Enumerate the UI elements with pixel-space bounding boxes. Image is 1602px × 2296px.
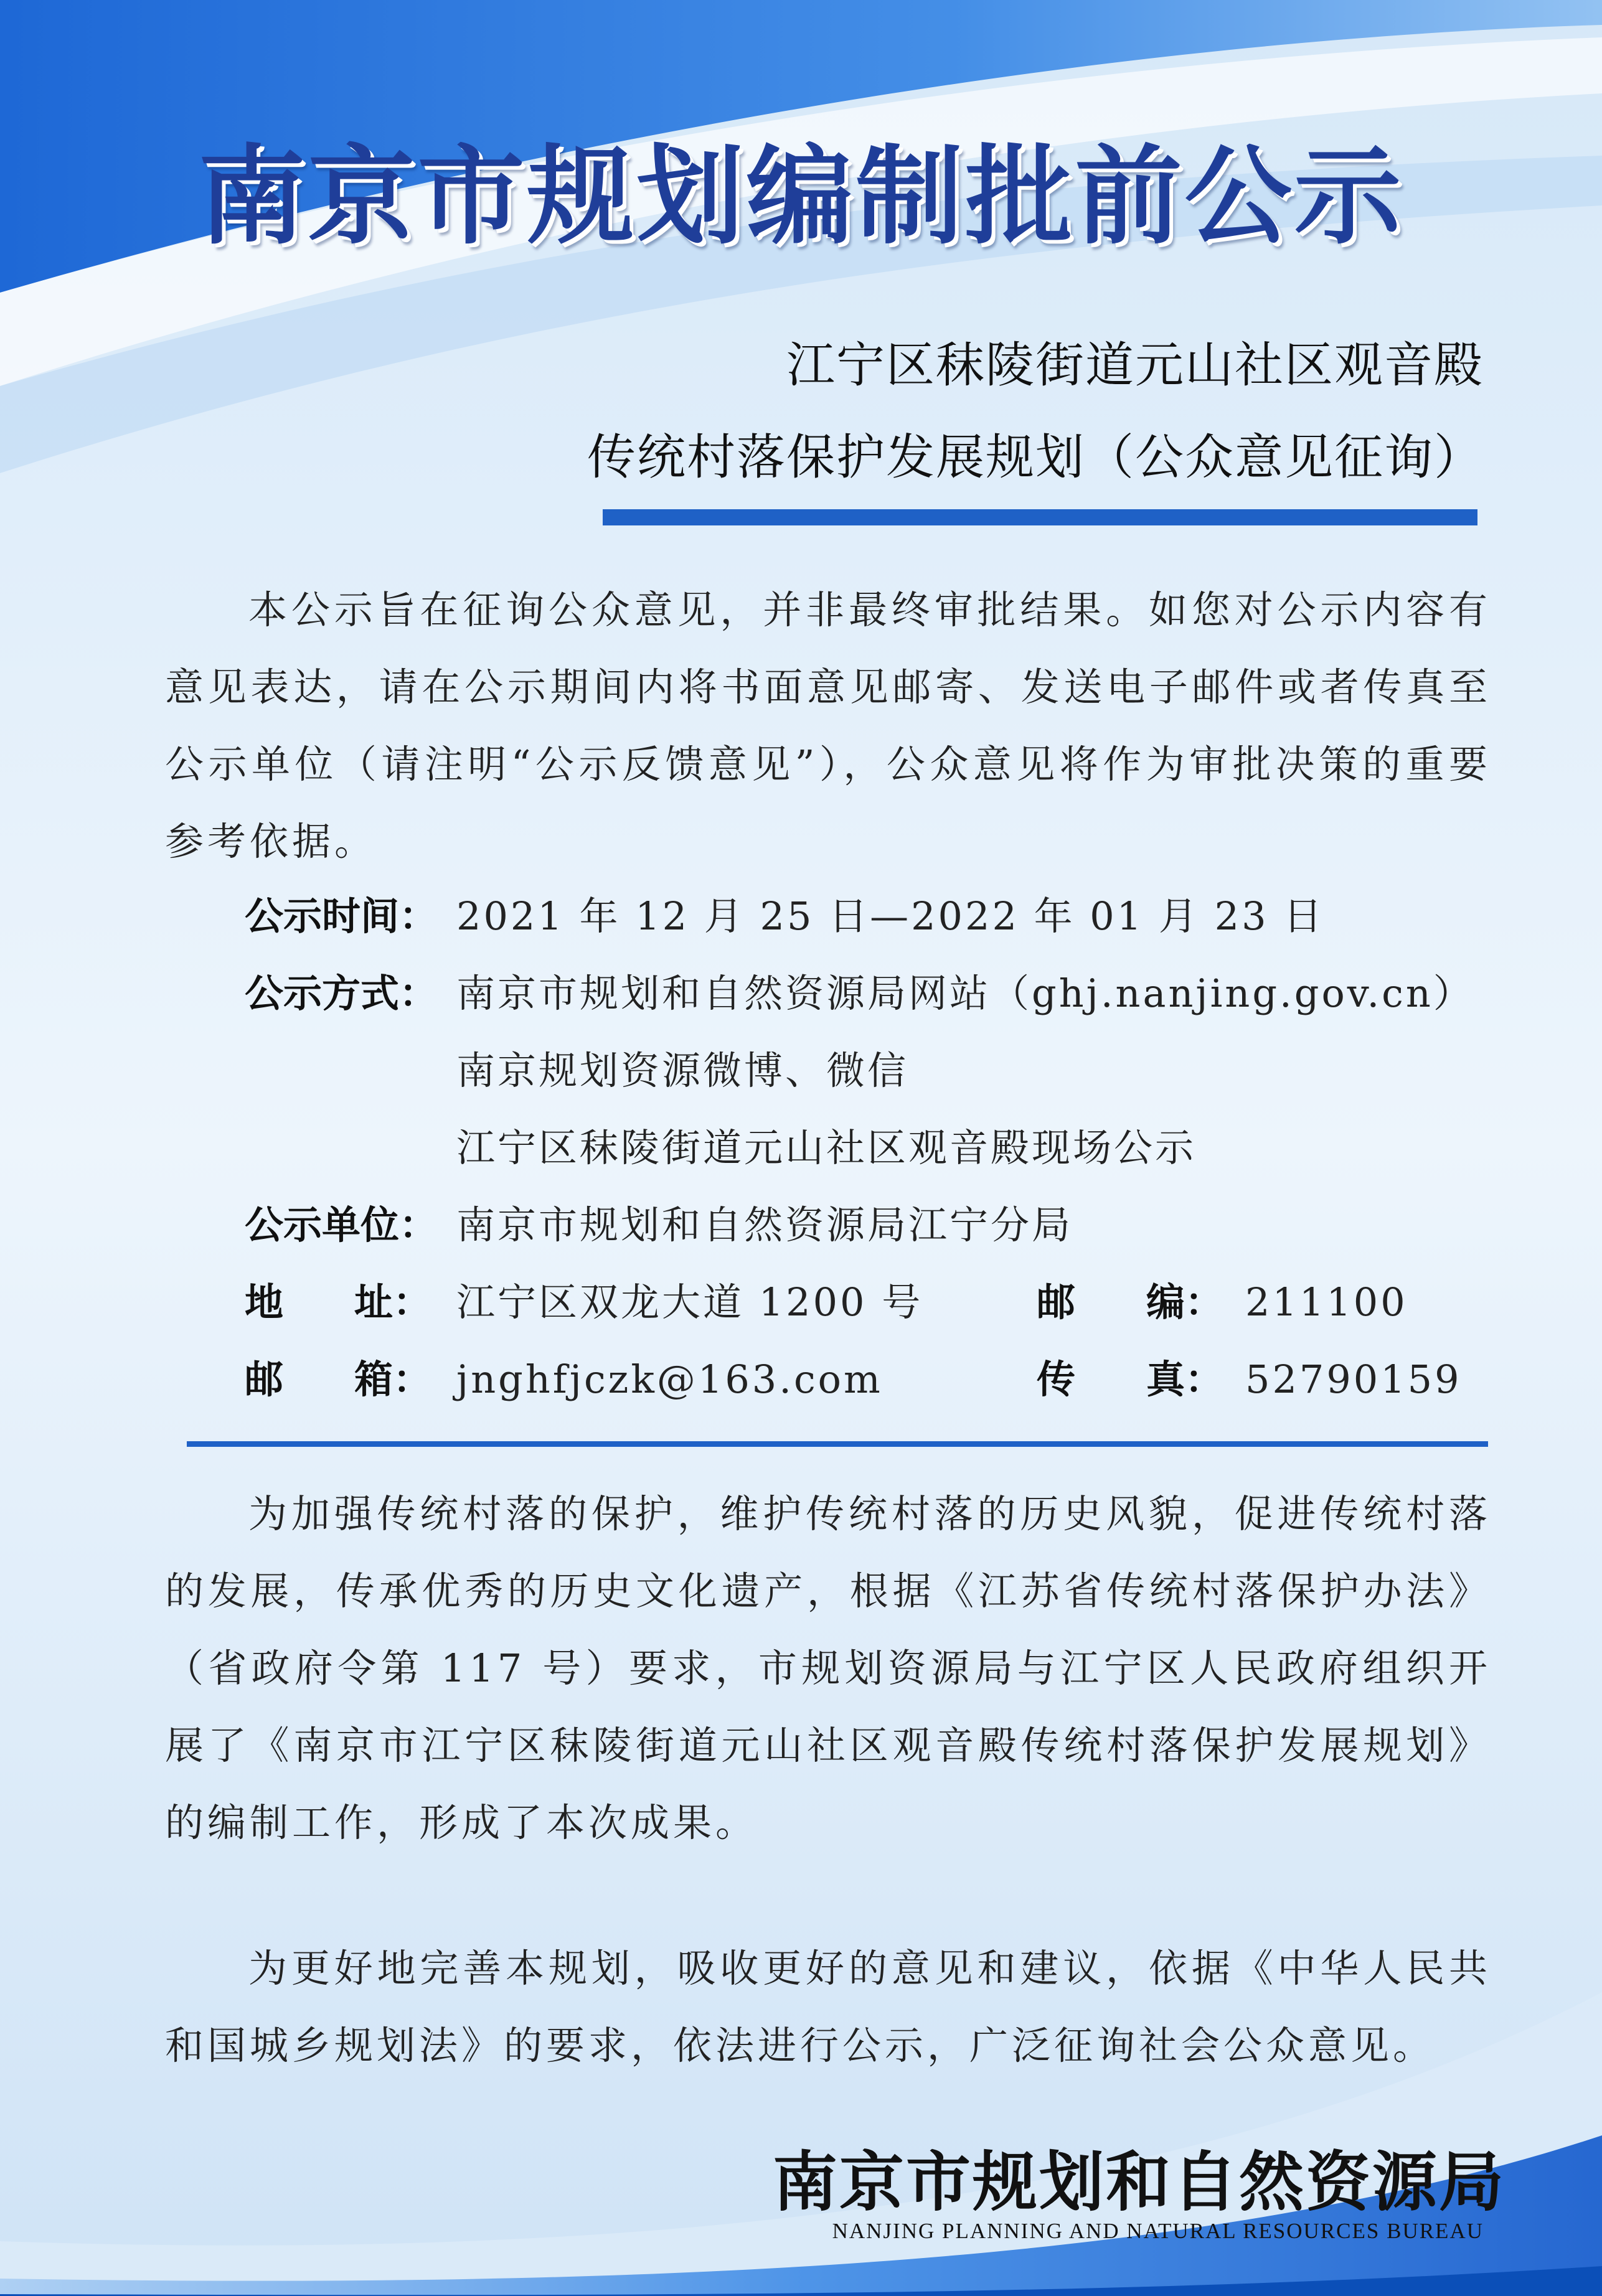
subtitle-underline: [603, 509, 1477, 525]
method-value-weibo: 南京规划资源微博、微信: [456, 1048, 909, 1093]
time-value: 2021 年 12 月 25 日—2022 年 01 月 23 日: [456, 893, 1325, 939]
body-paragraph-2: 为更好地完善本规划，吸收更好的意见和建议，依据《中华人民共和国城乡规划法》的要求，依法进行公示，广泛征询社会公众意见。: [165, 1945, 1491, 2068]
address-value: 江宁区双龙大道 1200 号: [456, 1279, 923, 1325]
address-label: 地 址：: [245, 1279, 431, 1325]
fax-value: 52790159: [1245, 1357, 1462, 1402]
subtitle-line-2: 传统村落保护发展规划（公众意见征询）: [587, 430, 1484, 486]
page-title: 南京市规划编制批前公示: [198, 133, 1404, 259]
postcode-value: 211100: [1245, 1279, 1408, 1325]
unit-value: 南京市规划和自然资源局江宁分局: [456, 1202, 1073, 1248]
postcode-label: 邮 编：: [1037, 1279, 1223, 1325]
organization-name: 南京市规划和自然资源局: [772, 2143, 1505, 2220]
time-label: 公示时间：: [245, 893, 438, 939]
email-value: jnghfjczk@163.com: [456, 1357, 883, 1402]
organization-name-english: NANJING PLANNING AND NATURAL RESOURCES BUREAU: [832, 2219, 1484, 2243]
method-label: 公示方式：: [245, 971, 438, 1016]
section-divider: [187, 1441, 1488, 1447]
body-paragraph-1: 为加强传统村落的保护，维护传统村落的历史风貌，促进传统村落的发展，传承优秀的历史文化遗产，根据《江苏省传统村落保护办法》（省政府令第 117 号）要求，市规划资源局与江宁区人民政府组织开展了《南京市江宁区秣陵街道元山社区观音殿传统村落保护发展规划》的编制工作，形成了本次成果。: [165, 1491, 1491, 1845]
email-label: 邮 箱：: [245, 1357, 431, 1402]
intro-paragraph: 本公示旨在征询公众意见，并非最终审批结果。如您对公示内容有意见表达，请在公示期间内将书面意见邮寄、发送电子邮件或者传真至公示单位（请注明“公示反馈意见”），公众意见将作为审批决策的重要参考依据。: [165, 587, 1491, 864]
fax-label: 传 真：: [1037, 1357, 1223, 1402]
unit-label: 公示单位：: [245, 1202, 438, 1248]
method-value-website: 南京市规划和自然资源局网站（ghj.nanjing.gov.cn）: [456, 971, 1474, 1016]
subtitle-line-1: 江宁区秣陵街道元山社区观音殿: [786, 337, 1484, 393]
method-value-onsite: 江宁区秣陵街道元山社区观音殿现场公示: [456, 1125, 1197, 1170]
